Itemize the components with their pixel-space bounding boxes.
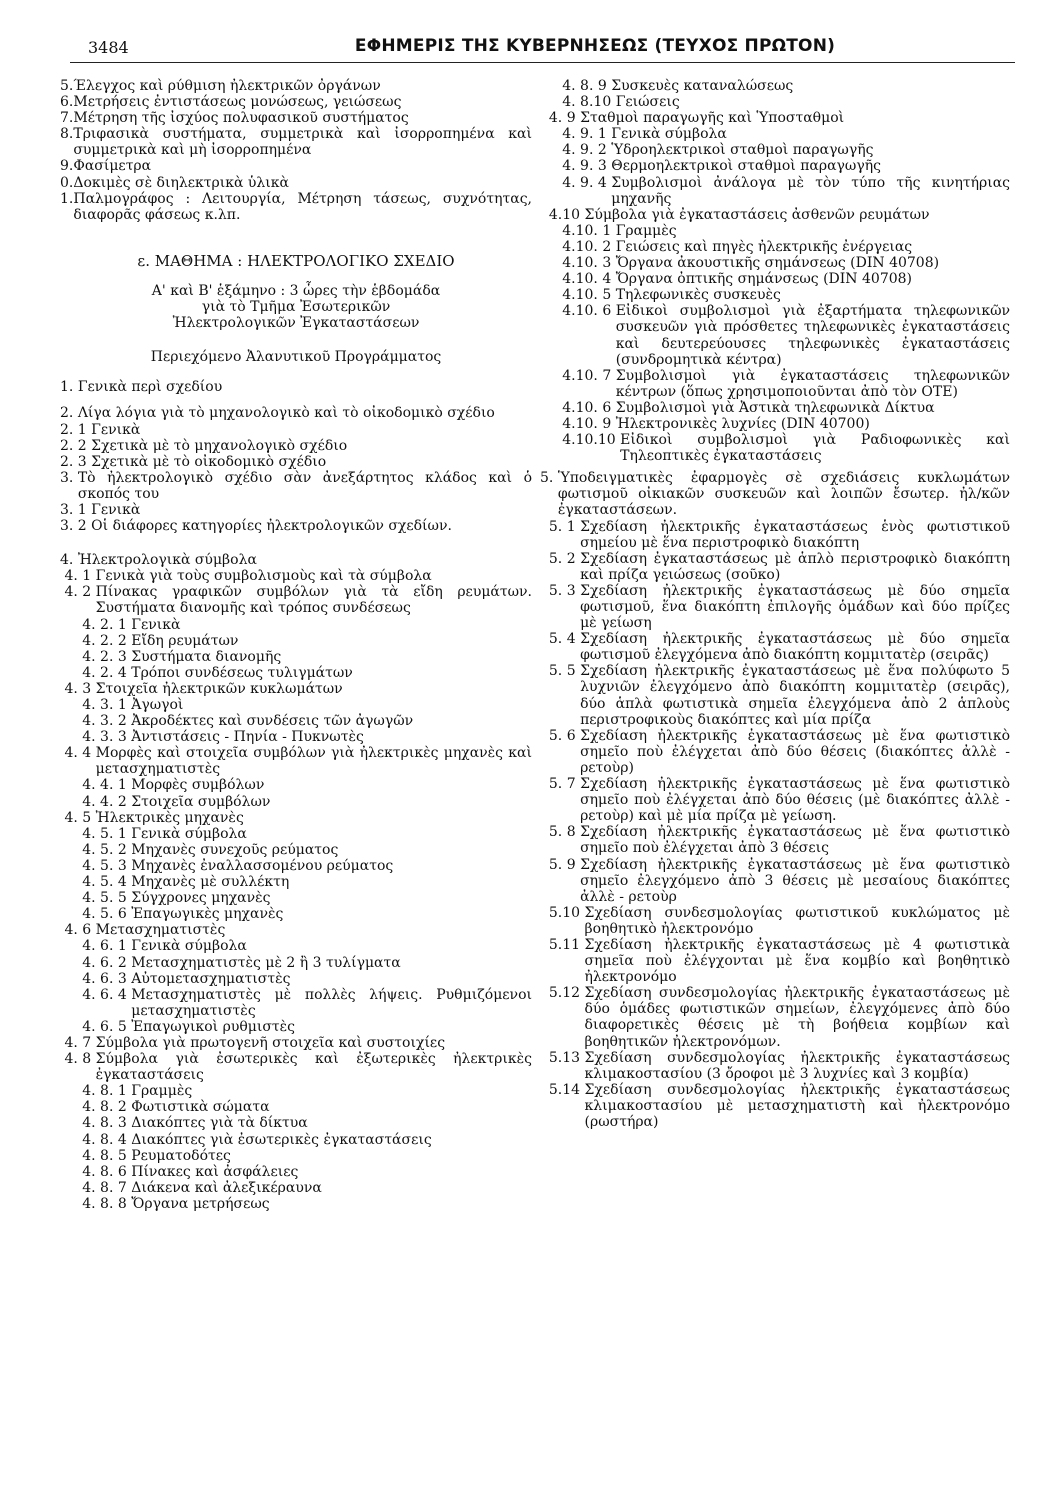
- list-item: [540, 207, 1010, 223]
- list-item: [540, 94, 1010, 110]
- item-number: 4.: [60, 552, 78, 569]
- right-symbols-list: [540, 78, 1010, 464]
- list-item: [60, 422, 532, 438]
- list-item: [60, 922, 532, 938]
- item-text: Μέτρηση τῆς ἰσχύος πολυφασικοῦ συστήματος: [73, 110, 409, 127]
- item-text: Γενικὰ γιὰ τοὺς συμβολισμοὺς καὶ τὰ σύμβολα: [95, 568, 432, 585]
- item-number: 4. 8. 3: [60, 1115, 132, 1132]
- item-text: Σχεδίαση συνδεσμολογίας ἠλεκτρικῆς ἐγκαταστάσεως κλιμακοστασίου μὲ μετασχηματιστὴ καὶ ἠλεκτρονόμο (ρωστήρα): [584, 1081, 1010, 1130]
- list-item: [540, 1050, 1010, 1082]
- list-item: [60, 874, 532, 890]
- item-number: 4. 5. 2: [60, 841, 132, 858]
- item-number: 5. 4: [540, 631, 581, 648]
- item-number: 3. 2: [60, 518, 92, 535]
- item-text: Θερμοηλεκτρικοὶ σταθμοὶ παραγωγῆς: [611, 158, 881, 175]
- list-item: [60, 1019, 532, 1035]
- item-number: 4. 3. 1: [60, 697, 132, 713]
- item-number: 5.11: [540, 936, 585, 953]
- item-text: Μορφὲς συμβόλων: [131, 777, 265, 794]
- page-number: 3484: [88, 38, 129, 57]
- item-number: 4. 5. 6: [60, 906, 132, 923]
- item-number: 4. 8. 2: [60, 1099, 132, 1116]
- list-item: [60, 729, 532, 745]
- item-number: 5.: [540, 470, 558, 487]
- item-number: 6.: [60, 94, 74, 111]
- list-item: [60, 681, 532, 697]
- item-number: 4. 4. 2: [60, 793, 132, 810]
- list-item: [60, 126, 532, 158]
- list-item: [540, 175, 1010, 207]
- item-text: Στοιχεῖα ἠλεκτρικῶν κυκλωμάτων: [95, 680, 343, 697]
- item-text: Παλμογράφος : Λειτουργία, Μέτρηση τάσεως, συχνότητας, διαφορᾶς φάσεως κ.λπ.: [73, 190, 532, 223]
- list-item: [60, 518, 532, 534]
- list-item: [540, 126, 1010, 142]
- item-text: Πίνακες καὶ ἀσφάλειες: [131, 1163, 299, 1180]
- list-item: [540, 776, 1010, 824]
- item-text: Σύγχρονες μηχανὲς: [131, 890, 271, 907]
- page-header: [70, 36, 1015, 64]
- item-number: 3.: [60, 469, 78, 486]
- list-item: [60, 842, 532, 858]
- list-item: [60, 405, 532, 421]
- item-number: 4. 8. 7: [60, 1179, 132, 1196]
- item-number: 4. 5. 3: [60, 857, 132, 874]
- item-text: Τρόποι συνδέσεως τυλιγμάτων: [131, 664, 353, 681]
- item-text: Γενικὰ: [91, 421, 141, 438]
- item-text: Σχετικὰ μὲ τὸ μηχανολογικὸ σχέδιο: [91, 437, 348, 454]
- list-item: [60, 890, 532, 906]
- item-number: 4. 9. 1: [540, 126, 612, 143]
- item-text: Σχεδίαση ἠλεκτρικῆς ἐγκαταστάσεως μὲ ἕνα φωτιστικὸ σημεῖο ποὺ ἐλέγχεται ἀπὸ 3 θέσεις: [580, 824, 1010, 857]
- item-text: Συστήματα διανομῆς: [131, 648, 282, 665]
- item-number: 4. 6: [60, 922, 96, 939]
- list-item: [60, 633, 532, 649]
- item-number: 4.10. 6: [540, 399, 616, 416]
- item-text: Σταθμοὶ παραγωγῆς καὶ Ὑποσταθμοὶ: [580, 110, 845, 127]
- item-text: Γενικὰ σύμβολα: [611, 126, 727, 143]
- item-number: 4. 9. 4: [540, 174, 612, 191]
- item-text: Μορφὲς καὶ στοιχεῖα συμβόλων γιὰ ἠλεκτρικὲς μηχανὲς καὶ μετασχηματιστὲς: [95, 745, 532, 778]
- item-text: Σχετικὰ μὲ τὸ οἰκοδομικὸ σχέδιο: [91, 453, 327, 470]
- list-item: [540, 985, 1010, 1049]
- item-text: Εἴδη ρευμάτων: [131, 632, 239, 649]
- item-number: 5. 2: [540, 550, 581, 567]
- list-item: [60, 697, 532, 713]
- item-text: Ἐπαγωγικὲς μηχανὲς: [131, 906, 284, 923]
- list-item: [540, 271, 1010, 287]
- list-item: [60, 826, 532, 842]
- left-top-list: [60, 78, 532, 223]
- item-text: Γραμμὲς: [131, 1083, 193, 1100]
- item-text: Σύμβολα γιὰ ἐγκαταστάσεις ἀσθενῶν ρευμάτων: [584, 206, 930, 223]
- item-number: 4.10. 6: [540, 303, 616, 320]
- list-item: [540, 432, 1010, 464]
- item-text: Μετασχηματιστὲς μὲ πολλὲς λήψεις. Ρυθμιζόμενοι μετασχηματιστὲς: [131, 986, 532, 1019]
- list-item: [60, 858, 532, 874]
- item-number: 4.10. 4: [540, 271, 616, 288]
- item-text: Δοκιμὲς σὲ διηλεκτρικὰ ὑλικὰ: [73, 174, 289, 191]
- list-item: [60, 175, 532, 191]
- item-text: Ἠλεκτρικὲς μηχανὲς: [95, 809, 244, 826]
- list-item: [540, 110, 1010, 126]
- item-text: Γραμμὲς: [615, 222, 677, 239]
- item-number: 0.: [60, 174, 74, 191]
- item-number: 5. 3: [540, 582, 581, 599]
- item-number: 4. 6. 5: [60, 1018, 132, 1035]
- item-text: Γενικὰ περὶ σχεδίου: [77, 379, 223, 396]
- item-number: 4. 6. 3: [60, 970, 132, 987]
- item-number: 4. 2. 2: [60, 632, 132, 649]
- item-number: 2.: [60, 405, 78, 422]
- item-text: Συμβολισμοὶ γιὰ Ἀστικὰ τηλεφωνικὰ Δίκτυα: [615, 399, 935, 416]
- list-item: [60, 379, 532, 395]
- item-number: 5. 5: [540, 663, 581, 680]
- list-item: [540, 1082, 1010, 1130]
- section-1-list: [60, 379, 532, 395]
- item-text: Σύμβολα γιὰ ἐσωτερικὲς καὶ ἐξωτερικὲς ἠλεκτρικὲς ἐγκαταστάσεις: [95, 1051, 532, 1084]
- item-number: 1.: [60, 379, 78, 396]
- item-text: Γενικὰ: [91, 501, 141, 518]
- lesson-semester: Α' καὶ Β' ἑξάμηνο : 3 ὧρες τὴν ἑβδομάδα: [151, 282, 441, 299]
- item-number: 4.10. 2: [540, 238, 616, 255]
- list-item: [60, 454, 532, 470]
- item-text: Ὄργανα μετρήσεως: [131, 1195, 270, 1212]
- list-item: [60, 584, 532, 616]
- list-item: [60, 906, 532, 922]
- list-item: [540, 470, 1010, 518]
- list-item: [60, 191, 532, 223]
- item-text: Σχεδίαση συνδεσμολογίας ἠλεκτρικῆς ἐγκαταστάσεως μὲ δύο ὁμάδες φωτιστικῶν σημείων, ἐλεγχόμενες ἀπὸ δύο διαφορετικὲς θέσεις μὲ τὴ βοήθεια κομβίων καὶ βοηθητικῶν ἠλεκτρονόμων.: [584, 985, 1010, 1050]
- item-number: 5. 8: [540, 824, 581, 841]
- item-text: Αὐτομετασχηματιστὲς: [131, 970, 291, 987]
- item-text: Διακόπτες γιὰ ἐσωτερικὲς ἐγκαταστάσεις: [131, 1131, 432, 1148]
- list-item: [60, 1164, 532, 1180]
- item-text: Τριφασικὰ συστήματα, συμμετρικὰ καὶ ἰσορροπημένα καὶ συμμετρικὰ καὶ μὴ ἰσορροπημένα: [73, 126, 532, 159]
- item-text: Σχεδίαση ἐγκαταστάσεως μὲ ἁπλὸ περιστροφικὸ διακόπτη καὶ πρίζα γειώσεως (σοῦκο): [580, 550, 1010, 583]
- list-item: [60, 1148, 532, 1164]
- item-number: 7.: [60, 110, 74, 127]
- list-item: [60, 617, 532, 633]
- item-number: 4. 5. 1: [60, 825, 132, 842]
- item-number: 4. 3: [60, 680, 96, 697]
- list-item: [540, 663, 1010, 727]
- list-item: [540, 223, 1010, 239]
- item-text: Ἐπαγωγικοὶ ρυθμιστὲς: [131, 1018, 296, 1035]
- item-text: Γειώσεις καὶ πηγὲς ἠλεκτρικῆς ἐνέργειας: [615, 238, 913, 255]
- list-item: [60, 810, 532, 826]
- item-number: 4. 9. 2: [540, 142, 612, 159]
- list-item: [60, 649, 532, 665]
- item-text: Συμβολισμοὶ γιὰ ἐγκαταστάσεις τηλεφωνικῶν κέντρων (ὅπως χρησιμοποιοῦνται ἀπὸ τὸν ΟΤΕ): [615, 367, 1010, 400]
- item-text: Ὑδροηλεκτρικοὶ σταθμοὶ παραγωγῆς: [611, 142, 874, 159]
- item-number: 2. 2: [60, 437, 92, 454]
- list-item: [60, 938, 532, 954]
- item-text: Μετασχηματιστὲς: [95, 922, 226, 939]
- item-text: Γενικὰ: [131, 616, 181, 633]
- item-text: Ἀγωγοὶ: [131, 697, 184, 713]
- list-item: [60, 1035, 532, 1051]
- item-text: Φασίμετρα: [73, 158, 152, 175]
- item-number: 4.10. 9: [540, 415, 616, 432]
- item-number: 3. 1: [60, 501, 92, 518]
- list-item: [60, 1196, 532, 1212]
- item-text: Πίνακας γραφικῶν συμβόλων γιὰ τὰ εἴδη ρευμάτων. Συστήματα διανομῆς καὶ τρόπος συνδέσεως: [95, 584, 532, 617]
- item-text: Μηχανὲς συνεχοῦς ρεύματος: [131, 841, 339, 858]
- left-column: [60, 78, 532, 1212]
- lesson-department: γιὰ τὸ Τμῆμα Ἐσωτερικῶν: [201, 299, 391, 316]
- list-item: [60, 78, 532, 94]
- item-text: Συμβολισμοὶ ἀνάλογα μὲ τὸν τύπο τῆς κινητήριας μηχανῆς: [611, 174, 1010, 207]
- item-number: 5.13: [540, 1049, 585, 1066]
- list-item: [60, 110, 532, 126]
- list-item: [60, 1099, 532, 1115]
- item-text: Εἰδικοὶ συμβολισμοὶ γιὰ Ραδιοφωνικὲς καὶ Τηλεοπτικὲς ἐγκαταστάσεις: [620, 432, 1010, 465]
- item-number: 4. 4: [60, 745, 96, 762]
- item-text: Σχεδίαση συνδεσμολογίας ἠλεκτρικῆς ἐγκαταστάσεως κλιμακοστασίου (3 ὄροφοι μὲ 3 λυχνίες καὶ 3 κομβία): [584, 1049, 1010, 1082]
- list-item: [540, 400, 1010, 416]
- item-text: Σχεδίαση ἠλεκτρικῆς ἐγκαταστάσεως μὲ ἕνα πολύφωτο 5 λυχνιῶν ἐλεγχόμενο ἀπὸ διακόπτη κομμιτατὲρ (σειρᾶς), δύο ἁπλὰ φωτιστικὰ σημεῖα ἐλεγχόμενα ἀπὸ 2 ἁπλοὺς περιστροφικοὺς διακόπτες καὶ μία πρίζα: [580, 663, 1010, 728]
- header-rule: [70, 62, 1015, 63]
- item-text: Γενικὰ σύμβολα: [131, 825, 247, 842]
- item-number: 5. 1: [540, 518, 581, 535]
- list-item: [60, 794, 532, 810]
- list-item: [60, 94, 532, 110]
- item-text: Έλεγχος καὶ ρύθμιση ἠλεκτρικῶν ὀργάνων: [73, 78, 381, 94]
- list-item: [60, 552, 532, 568]
- item-number: 4. 1: [60, 568, 96, 585]
- item-number: 4. 8. 8: [60, 1195, 132, 1212]
- item-number: 4. 4. 1: [60, 777, 132, 794]
- item-number: 4. 2. 3: [60, 648, 132, 665]
- item-text: Σχεδίαση ἠλεκτρικῆς ἐγκαταστάσεως μὲ 4 φωτιστικὰ σημεῖα ποὺ ἐλέγχονται μὲ ἕνα κομβίο καὶ βοηθητικὸ ἠλεκτρονόμο: [584, 936, 1010, 986]
- list-item: [540, 142, 1010, 158]
- item-number: 4. 3. 3: [60, 729, 132, 746]
- item-number: 4. 8.10: [540, 94, 616, 111]
- item-text: Φωτιστικὰ σώματα: [131, 1099, 270, 1116]
- item-text: Ἀντιστάσεις - Πηνία - Πυκνωτὲς: [131, 729, 364, 746]
- item-number: 4. 5: [60, 809, 96, 826]
- item-text: Οἱ διάφορες κατηγορίες ἠλεκτρολογικῶν σχεδίων.: [91, 518, 452, 535]
- item-number: 4. 9. 3: [540, 158, 612, 175]
- section-4-list: [60, 552, 532, 1212]
- item-text: Μετασχηματιστὲς μὲ 2 ἢ 3 τυλίγματα: [131, 954, 401, 971]
- item-text: Ρευματοδότες: [131, 1147, 231, 1164]
- item-number: 4. 8. 1: [60, 1083, 132, 1100]
- item-text: Ἠλεκτρολογικὰ σύμβολα: [77, 552, 257, 569]
- list-item: [540, 583, 1010, 631]
- item-number: 2. 1: [60, 421, 92, 438]
- item-text: Σχεδίαση ἠλεκτρικῆς ἐγκαταστάσεως μὲ δύο σημεῖα φωτισμοῦ ἐλεγχόμενα ἀπὸ διακόπτη κομμιτατὲρ (σειρᾶς): [580, 631, 1010, 664]
- list-item: [540, 287, 1010, 303]
- list-item: [540, 368, 1010, 400]
- item-number: 4. 5. 5: [60, 890, 132, 907]
- item-text: Γενικὰ σύμβολα: [131, 938, 247, 955]
- item-text: Διακόπτες γιὰ τὰ δίκτυα: [131, 1115, 308, 1132]
- item-number: 4.10. 1: [540, 222, 616, 239]
- item-text: Σχεδίαση ἠλεκτρικῆς ἐγκαταστάσεως μὲ δύο σημεῖα φωτισμοῦ, ἕνα διακόπτη ἐπιλογῆς ὁμάδων καὶ δύο πρίζες μὲ γείωση: [580, 582, 1010, 632]
- list-item: [540, 239, 1010, 255]
- section-2-3-list: [60, 405, 532, 534]
- item-text: Σχεδίαση ἠλεκτρικῆς ἐγκαταστάσεως μὲ ἕνα φωτιστικὸ σημεῖο ποὺ ἐλέγχεται ἀπὸ δύο θέσεις (μὲ διακόπτες ἀλλὲ - ρετοὺρ) καὶ μὲ μία πρίζα μὲ γείωση.: [580, 776, 1010, 825]
- list-item: [60, 1083, 532, 1099]
- list-item: [540, 519, 1010, 551]
- list-item: [60, 438, 532, 454]
- item-text: Λίγα λόγια γιὰ τὸ μηχανολογικὸ καὶ τὸ οἰκοδομικὸ σχέδιο: [77, 405, 495, 422]
- item-text: Εἰδικοὶ συμβολισμοὶ γιὰ ἐξαρτήματα τηλεφωνικῶν συσκευῶν γιὰ πρόσθετες τηλεφωνικὲς ἐγκαταστάσεις καὶ δευτερεύουσες τηλεφωνικὲς ἐγκαταστάσεις (συνδρομητικὰ κέντρα): [615, 303, 1010, 368]
- item-number: 4. 8. 6: [60, 1163, 132, 1180]
- list-item: [60, 502, 532, 518]
- item-number: 4.10. 3: [540, 255, 616, 272]
- item-number: 4. 5. 4: [60, 874, 132, 891]
- list-item: [60, 568, 532, 584]
- item-text: Σχεδίαση ἠλεκτρικῆς ἐγκαταστάσεως μὲ ἕνα φωτιστικὸ σημεῖο ποὺ ἐλέγχεται ἀπὸ δύο θέσεις (διακόπτες ἀλλὲ - ρετοὺρ): [580, 727, 1010, 776]
- list-item: [540, 824, 1010, 856]
- item-text: Σχεδίαση ἠλεκτρικῆς ἐγκαταστάσεως ἑνὸς φωτιστικοῦ σημείου μὲ ἕνα περιστροφικὸ διακόπτη: [580, 518, 1010, 551]
- gazette-title: ΕΦΗΜΕΡΙΣ ΤΗΣ ΚΥΒΕΡΝΗΣΕΩΣ (ΤΕΥΧΟΣ ΠΡΩΤΟΝ): [354, 36, 836, 56]
- item-text: Διάκενα καὶ ἀλεξικέραυνα: [131, 1179, 322, 1196]
- item-number: 4. 2. 4: [60, 664, 132, 681]
- item-number: 5.10: [540, 904, 585, 921]
- item-number: 5. 7: [540, 776, 581, 793]
- item-text: Ἠλεκτρονικὲς λυχνίες (DIN 40700): [615, 415, 870, 432]
- item-number: 4. 8: [60, 1051, 96, 1068]
- list-item: [60, 971, 532, 987]
- list-item: [60, 1115, 532, 1131]
- item-number: 4. 9: [540, 110, 581, 127]
- item-text: Τὸ ἠλεκτρολογικὸ σχέδιο σὰν ἀνεξάρτητος κλάδος καὶ ὁ σκοπός του: [77, 469, 532, 502]
- item-number: 5. 9: [540, 856, 581, 873]
- item-text: Γειώσεις: [615, 94, 680, 111]
- item-number: 4. 6. 1: [60, 938, 132, 955]
- lesson-heading: ε. ΜΑΘΗΜΑ : ΗΛΕΚΤΡΟΛΟΓΙΚΟ ΣΧΕΔΙΟ: [137, 251, 455, 270]
- item-text: Ὄργανα ὀπτικῆς σημάνσεως (DIN 40708): [615, 271, 913, 288]
- item-text: Σύμβολα γιὰ πρωτογενῆ στοιχεῖα καὶ συστοιχίες: [95, 1034, 446, 1051]
- list-item: [540, 255, 1010, 271]
- list-item: [540, 905, 1010, 937]
- item-text: Σχεδίαση συνδεσμολογίας φωτιστικοῦ κυκλώματος μὲ βοηθητικὸ ἠλεκτρονόμο: [584, 904, 1010, 937]
- list-item: [540, 158, 1010, 174]
- item-number: 4. 8. 9: [540, 78, 612, 94]
- item-number: 5.14: [540, 1081, 585, 1098]
- item-text: Σχεδίαση ἠλεκτρικῆς ἐγκαταστάσεως μὲ ἕνα φωτιστικὸ σημεῖο ἐλεγχόμενο ἀπὸ 3 θέσεις μὲ μεσαίους διακόπτες ἀλλὲ - ρετοὺρ: [580, 856, 1010, 905]
- list-item: [540, 728, 1010, 776]
- list-item: [60, 470, 532, 502]
- item-number: 4. 8. 5: [60, 1147, 132, 1164]
- lesson-department-name: Ἠλεκτρολογικῶν Ἐγκαταστάσεων: [172, 315, 420, 332]
- item-number: 5.12: [540, 985, 585, 1002]
- right-column: [540, 78, 1010, 1130]
- list-item: [60, 745, 532, 777]
- item-number: 4.10: [540, 206, 585, 223]
- item-text: Μηχανὲς ἐναλλασσομένου ρεύματος: [131, 857, 394, 874]
- item-text: Τηλεφωνικὲς συσκευὲς: [615, 287, 781, 304]
- item-number: 4. 7: [60, 1034, 96, 1051]
- item-number: 1.: [60, 190, 74, 207]
- item-number: 5. 6: [540, 727, 581, 744]
- list-item: [540, 303, 1010, 367]
- item-text: Στοιχεῖα συμβόλων: [131, 793, 271, 810]
- list-item: [540, 937, 1010, 985]
- item-number: 5.: [60, 78, 74, 94]
- list-item: [60, 955, 532, 971]
- list-item: [540, 857, 1010, 905]
- list-item: [60, 1180, 532, 1196]
- item-number: 4. 8. 4: [60, 1131, 132, 1148]
- list-item: [60, 665, 532, 681]
- list-item: [60, 1051, 532, 1083]
- item-number: 4. 6. 2: [60, 954, 132, 971]
- item-number: 4. 3. 2: [60, 713, 132, 730]
- section-5-list: [540, 470, 1010, 1130]
- list-item: [540, 631, 1010, 663]
- list-item: [540, 551, 1010, 583]
- item-number: 4.10.10: [540, 432, 621, 449]
- item-text: Ὄργανα ἀκουστικῆς σημάνσεως (DIN 40708): [615, 255, 940, 272]
- item-number: 9.: [60, 158, 74, 175]
- item-text: Ὑποδειγματικὲς ἐφαρμογὲς σὲ σχεδιάσεις κυκλωμάτων φωτισμοῦ οἰκιακῶν συσκευῶν καὶ λοιπῶν ἔσωτερ. ἠλ/κῶν ἐγκαταστάσεων.: [557, 470, 1010, 519]
- list-item: [540, 78, 1010, 94]
- item-number: 4. 2: [60, 584, 96, 601]
- item-text: Συσκευὲς καταναλώσεως: [611, 78, 794, 94]
- list-item: [540, 416, 1010, 432]
- item-number: 8.: [60, 126, 74, 143]
- list-item: [60, 1132, 532, 1148]
- item-number: 4.10. 5: [540, 287, 616, 304]
- item-text: Ἀκροδέκτες καὶ συνδέσεις τῶν ἀγωγῶν: [131, 713, 414, 730]
- list-item: [60, 987, 532, 1019]
- curriculum-contents-title: Περιεχόμενο Ἀλανυτικοῦ Προγράμματος: [150, 349, 442, 366]
- list-item: [60, 158, 532, 174]
- item-text: Μηχανὲς μὲ συλλέκτη: [131, 874, 290, 891]
- item-number: 4. 2. 1: [60, 616, 132, 633]
- item-text: Μετρήσεις ἐντιστάσεως μονώσεως, γειώσεως: [73, 94, 402, 111]
- item-number: 4.10. 7: [540, 367, 616, 384]
- item-number: 2. 3: [60, 453, 92, 470]
- list-item: [60, 777, 532, 793]
- item-number: 4. 6. 4: [60, 986, 132, 1003]
- list-item: [60, 713, 532, 729]
